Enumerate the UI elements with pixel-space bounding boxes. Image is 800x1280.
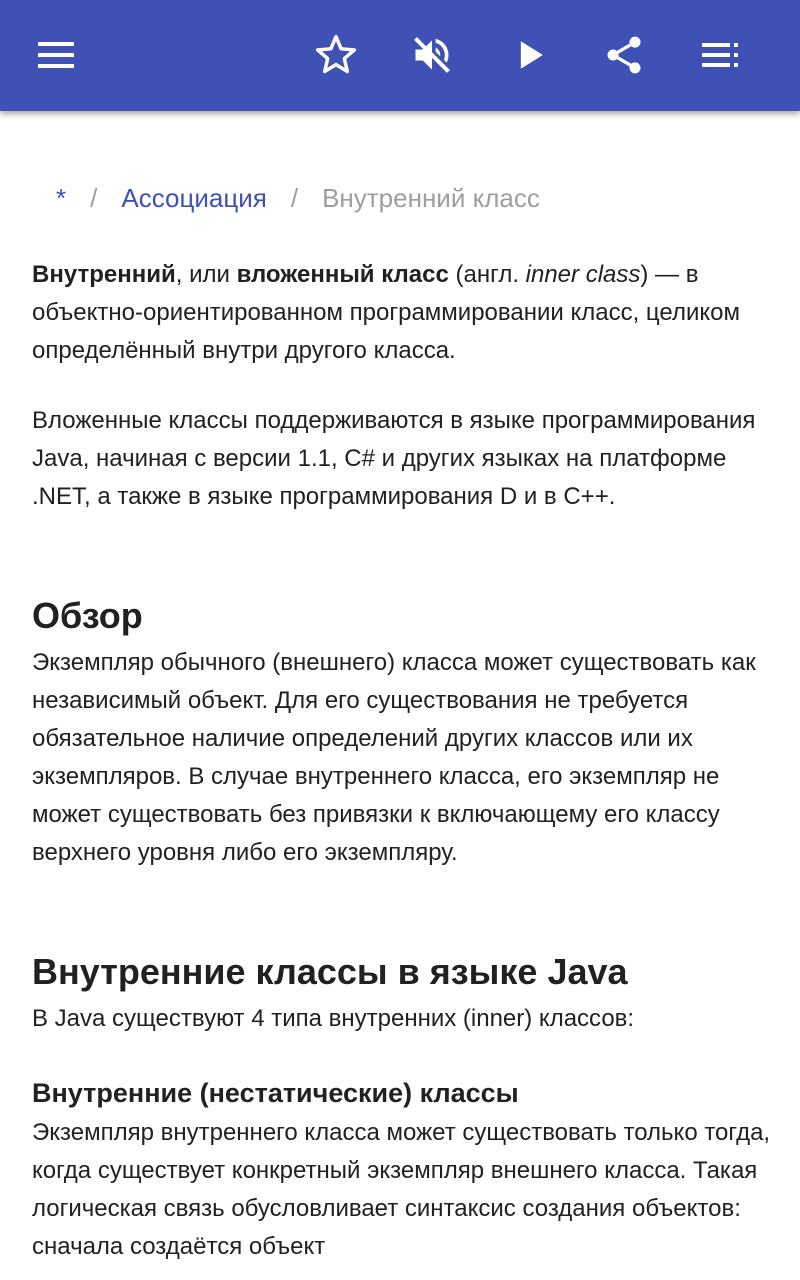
intro-term-inner: Внутренний: [32, 261, 176, 288]
star-icon[interactable]: [312, 31, 360, 79]
intro-foreign-term: inner class: [525, 261, 641, 288]
subsection-inner-text: Экземпляр внутреннего класса может существовать только тогда, когда существует конкретный экземпляр внешнего класса. Такая логическая связь обусловливает синтаксис создания объектов: сначала создаётся объект: [32, 1119, 771, 1260]
subsection-inner-title: Внутренние (нестатические) классы: [32, 1078, 519, 1108]
playlist-icon[interactable]: [696, 31, 744, 79]
breadcrumb-parent-link[interactable]: Ассоциация: [121, 183, 267, 213]
volume-off-icon[interactable]: [408, 31, 456, 79]
play-icon[interactable]: [506, 31, 554, 79]
menu-icon[interactable]: [32, 31, 80, 79]
breadcrumb-current: Внутренний класс: [322, 183, 540, 213]
intro-term-nested: вложенный класс: [236, 261, 449, 288]
section-java-title: Внутренние классы в языке Java: [32, 951, 628, 992]
section-overview-text: Экземпляр обычного (внешнего) класса может существовать как независимый объект. Для его существования не требуется обязательное наличие определений других классов или их экземпляров. В случае внутреннего класса, его экземпляр не может существовать без привязки к включающему его классу верхнего уровня либо его экземпляру.: [32, 649, 756, 866]
breadcrumb: [56, 181, 540, 215]
intro-paragraph: Внутренний, или вложенный класс (англ. inner class) — в объектно-ориентированном программировании класс, целиком определённый внутри другого класса.: [32, 261, 740, 364]
section-overview-title: Обзор: [32, 595, 143, 636]
languages-paragraph: Вложенные классы поддерживаются в языке программирования Java, начиная с версии 1.1, C# и других языках на платформе .NET, а также в языке программирования D и в C++.: [32, 407, 756, 510]
section-java-text: В Java существуют 4 типа внутренних (inner) классов:: [32, 1005, 635, 1032]
breadcrumb-separator: /: [90, 183, 98, 213]
breadcrumb-root-link[interactable]: *: [56, 183, 67, 213]
app-toolbar: [0, 0, 800, 111]
breadcrumb-separator: /: [290, 183, 299, 213]
share-icon[interactable]: [600, 31, 648, 79]
